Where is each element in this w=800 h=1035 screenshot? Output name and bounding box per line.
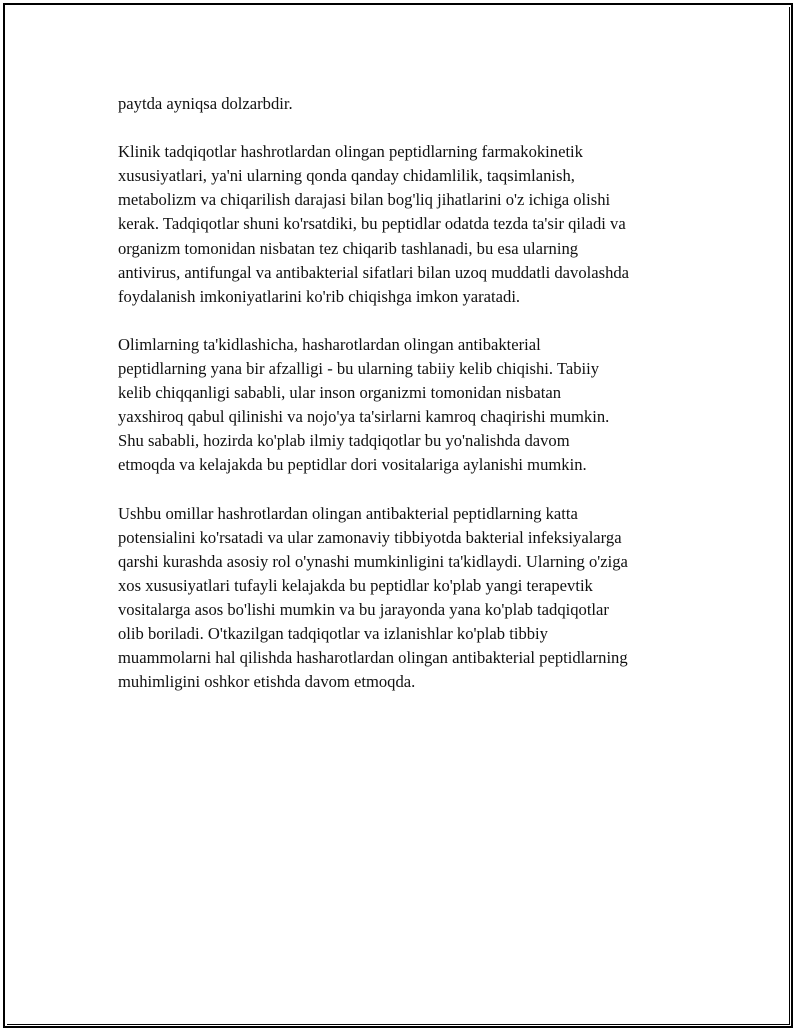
paragraph-4: Ushbu omillar hashrotlardan olingan antibakterial peptidlarning katta potensialini ko'rsatadi va ular zamonaviy tibbiyotda bakterial infeksiyalarga qarshi kurashda asosiy rol o'ynashi mumkinligini ta'kidlaydi. Ularning o'ziga xos xususiyatlari tufayli kelajakda bu peptidlar ko'plab yangi terapevtik vositalarga asos bo'lishi mumkin va bu jarayonda yana ko'plab tadqiqotlar olib boriladi. O'tkazilgan tadqiqotlar va izlanishlar ko'plab tibbiy muammolarni hal qilishda hasharotlardan olingan antibakterial peptidlarning muhimligini oshkor etishda davom etmoqda. xyxy=(118,503,628,692)
document-body xyxy=(118,92,698,718)
paragraph-3: Olimlarning ta'kidlashicha, hasharotlardan olingan antibakterial peptidlarning yana bir afzalligi - bu ularning tabiiy kelib chiqishi. Tabiiy kelib chiqqanligi sababli, ular inson organizmi tomonidan nisbatan yaxshiroq qabul qilinishi va nojo'ya ta'sirlarni kamroq chaqirishi mumkin. Shu sababli, hozirda ko'plab ilmiy tadqiqotlar bu yo'nalishda davom etmoqda va kelajakda bu peptidlar dori vositalariga aylanishi mumkin. xyxy=(118,334,610,475)
paragraph-2: Klinik tadqiqotlar hashrotlardan olingan peptidlarning farmakokinetik xususiyatlari, ya'ni ularning qonda qanday chidamlilik, taqsimlanish, metabolizm va chiqarilish darajasi bilan bog'liq jihatlarini o'z ichiga olishi kerak. Tadqiqotlar shuni ko'rsatdiki, bu peptidlar odatda tezda ta'sir qiladi va organizm tomonidan nisbatan tez chiqarib tashlanadi, bu esa ularning antivirus, antifungal va antibakterial sifatlari bilan uzoq muddatli davolashda foydalanish imkoniyatlarini ko'rib chiqishga imkon yaratadi. xyxy=(118,142,630,306)
paragraph-1: paytda ayniqsa dolzarbdir. xyxy=(118,94,293,113)
